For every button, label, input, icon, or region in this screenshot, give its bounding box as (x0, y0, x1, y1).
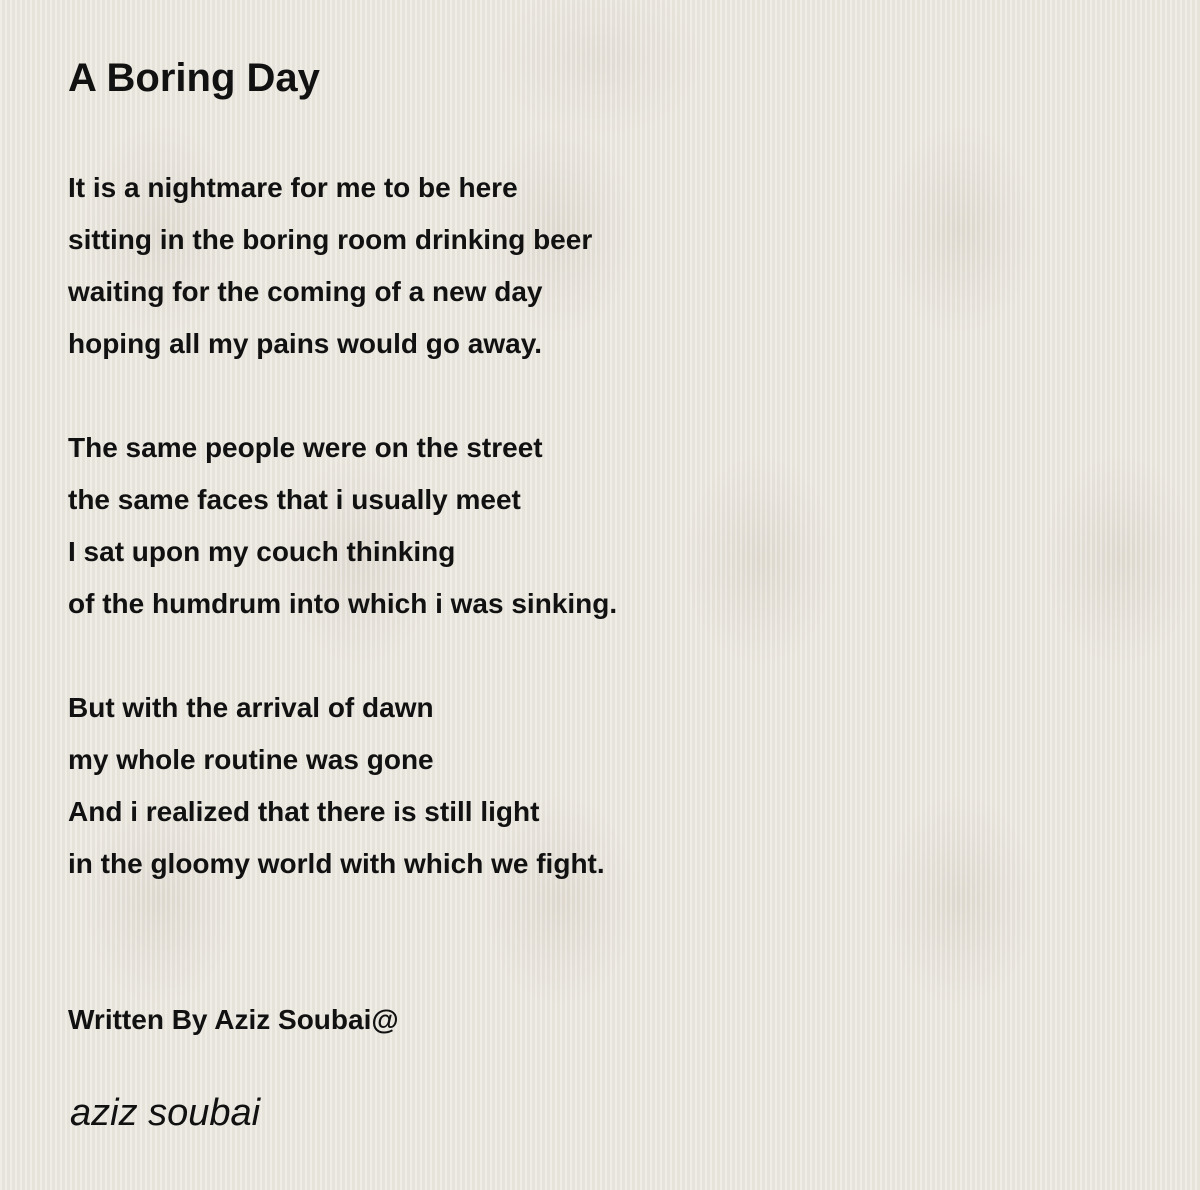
poem-line: in the gloomy world with which we fight. (68, 848, 605, 879)
poem-line: the same faces that i usually meet (68, 484, 521, 515)
poem-title: A Boring Day (68, 56, 320, 100)
stanza-1 (68, 162, 1148, 370)
stanza-2 (68, 422, 1148, 630)
poem-page (68, 52, 1148, 1138)
poem-line: of the humdrum into which i was sinking. (68, 588, 618, 619)
poem-line: my whole routine was gone (68, 744, 434, 775)
poem-body (68, 162, 1148, 890)
poem-line: hoping all my pains would go away. (68, 328, 542, 359)
poem-line: The same people were on the street (68, 432, 543, 463)
poem-line: It is a nightmare for me to be here (68, 172, 518, 203)
poem-line: waiting for the coming of a new day (68, 276, 543, 307)
stanza-3 (68, 682, 1148, 890)
poem-line: But with the arrival of dawn (68, 692, 434, 723)
poem-line: sitting in the boring room drinking beer (68, 224, 593, 255)
poem-line: And i realized that there is still light (68, 796, 540, 827)
poem-line: I sat upon my couch thinking (68, 536, 456, 567)
author-name: aziz soubai (70, 1092, 261, 1134)
written-by-credit: Written By Aziz Soubai@ (68, 1004, 399, 1035)
